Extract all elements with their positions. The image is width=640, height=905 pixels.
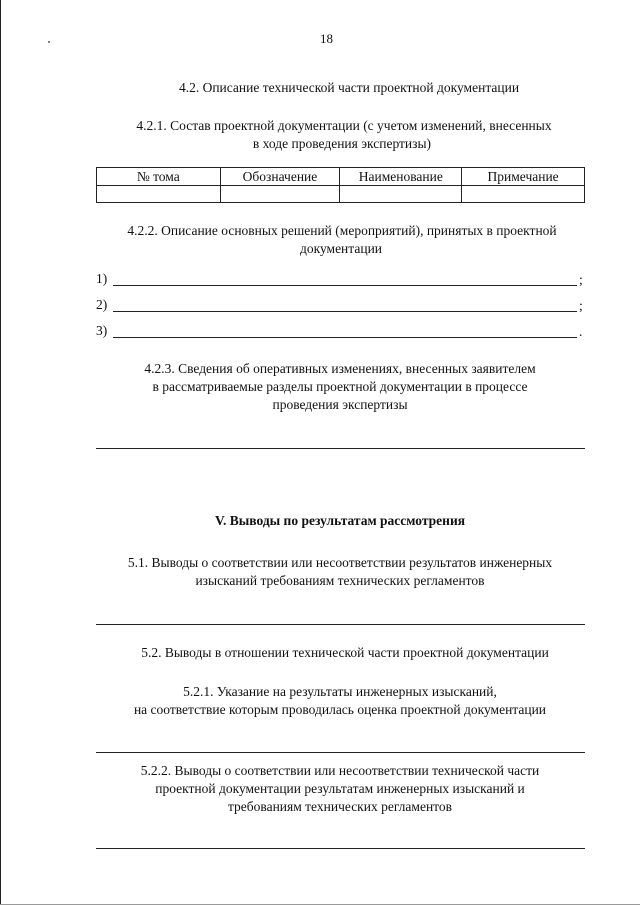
list-item-number: 2) — [96, 297, 108, 312]
blank-line — [113, 337, 577, 338]
table-cell — [97, 186, 221, 203]
blank-line — [96, 848, 585, 849]
list-item-number: 1) — [96, 271, 108, 286]
scan-speck — [48, 41, 50, 43]
blank-line — [96, 752, 585, 753]
volumes-table — [96, 167, 585, 203]
blank-line — [113, 311, 577, 312]
subsection-4-2-3-line1: 4.2.3. Сведения об оперативных изменениях, внесенных заявителем — [144, 361, 536, 376]
item-5-2-1-line1: 5.2.1. Указание на результаты инженерных изысканий, — [183, 684, 497, 699]
section-5-title: V. Выводы по результатам рассмотрения — [214, 513, 466, 528]
list-item-end: ; — [579, 272, 583, 287]
item-5-2-1-line2: на соответствие которым проводилась оценка проектной документации — [133, 702, 547, 717]
table-cell — [462, 186, 585, 203]
item-5-2-2-line3: требованиям технических регламентов — [227, 799, 453, 814]
blank-line — [96, 448, 585, 449]
list-item-end: . — [579, 324, 583, 339]
item-5-2-title: 5.2. Выводы в отношении технической части проектной документации — [141, 645, 549, 660]
subsection-4-2-3-line2: в рассматриваемые разделы проектной документации в процессе — [152, 379, 528, 394]
subsection-4-2-2-line2: документации — [299, 241, 383, 256]
subsection-4-2-1-line1: 4.2.1. Состав проектной документации (с учетом изменений, внесенных — [136, 118, 552, 133]
blank-line — [113, 285, 577, 286]
item-5-1-line2: изысканий требованиям технических регламентов — [195, 573, 485, 588]
item-5-1-line1: 5.1. Выводы о соответствии или несоответствии результатов инженерных — [127, 555, 553, 570]
blank-line — [96, 624, 585, 625]
table-header-designation: Обозначение — [220, 168, 340, 186]
table-row — [97, 186, 585, 203]
item-5-2-2-line2: проектной документации результатам инженерных изысканий и — [155, 781, 525, 796]
table-header-name: Наименование — [340, 168, 462, 186]
table-header-note: Примечание — [462, 168, 585, 186]
table-cell — [220, 186, 340, 203]
table-cell — [340, 186, 462, 203]
list-item-number: 3) — [96, 323, 108, 338]
page-number: 18 — [320, 31, 333, 46]
subsection-4-2-1-line2: в ходе проведения экспертизы) — [252, 136, 432, 151]
list-item-end: ; — [579, 298, 583, 313]
table-header-volume-number: № тома — [97, 168, 221, 186]
item-5-2-2-line1: 5.2.2. Выводы о соответствии или несоответствии технической части — [140, 763, 540, 778]
subsection-4-2-2-line1: 4.2.2. Описание основных решений (мероприятий), принятых в проектной — [127, 223, 557, 238]
subsection-4-2-3-line3: проведения экспертизы — [272, 397, 408, 412]
section-4-2-title: 4.2. Описание технической части проектной документации — [178, 80, 520, 95]
